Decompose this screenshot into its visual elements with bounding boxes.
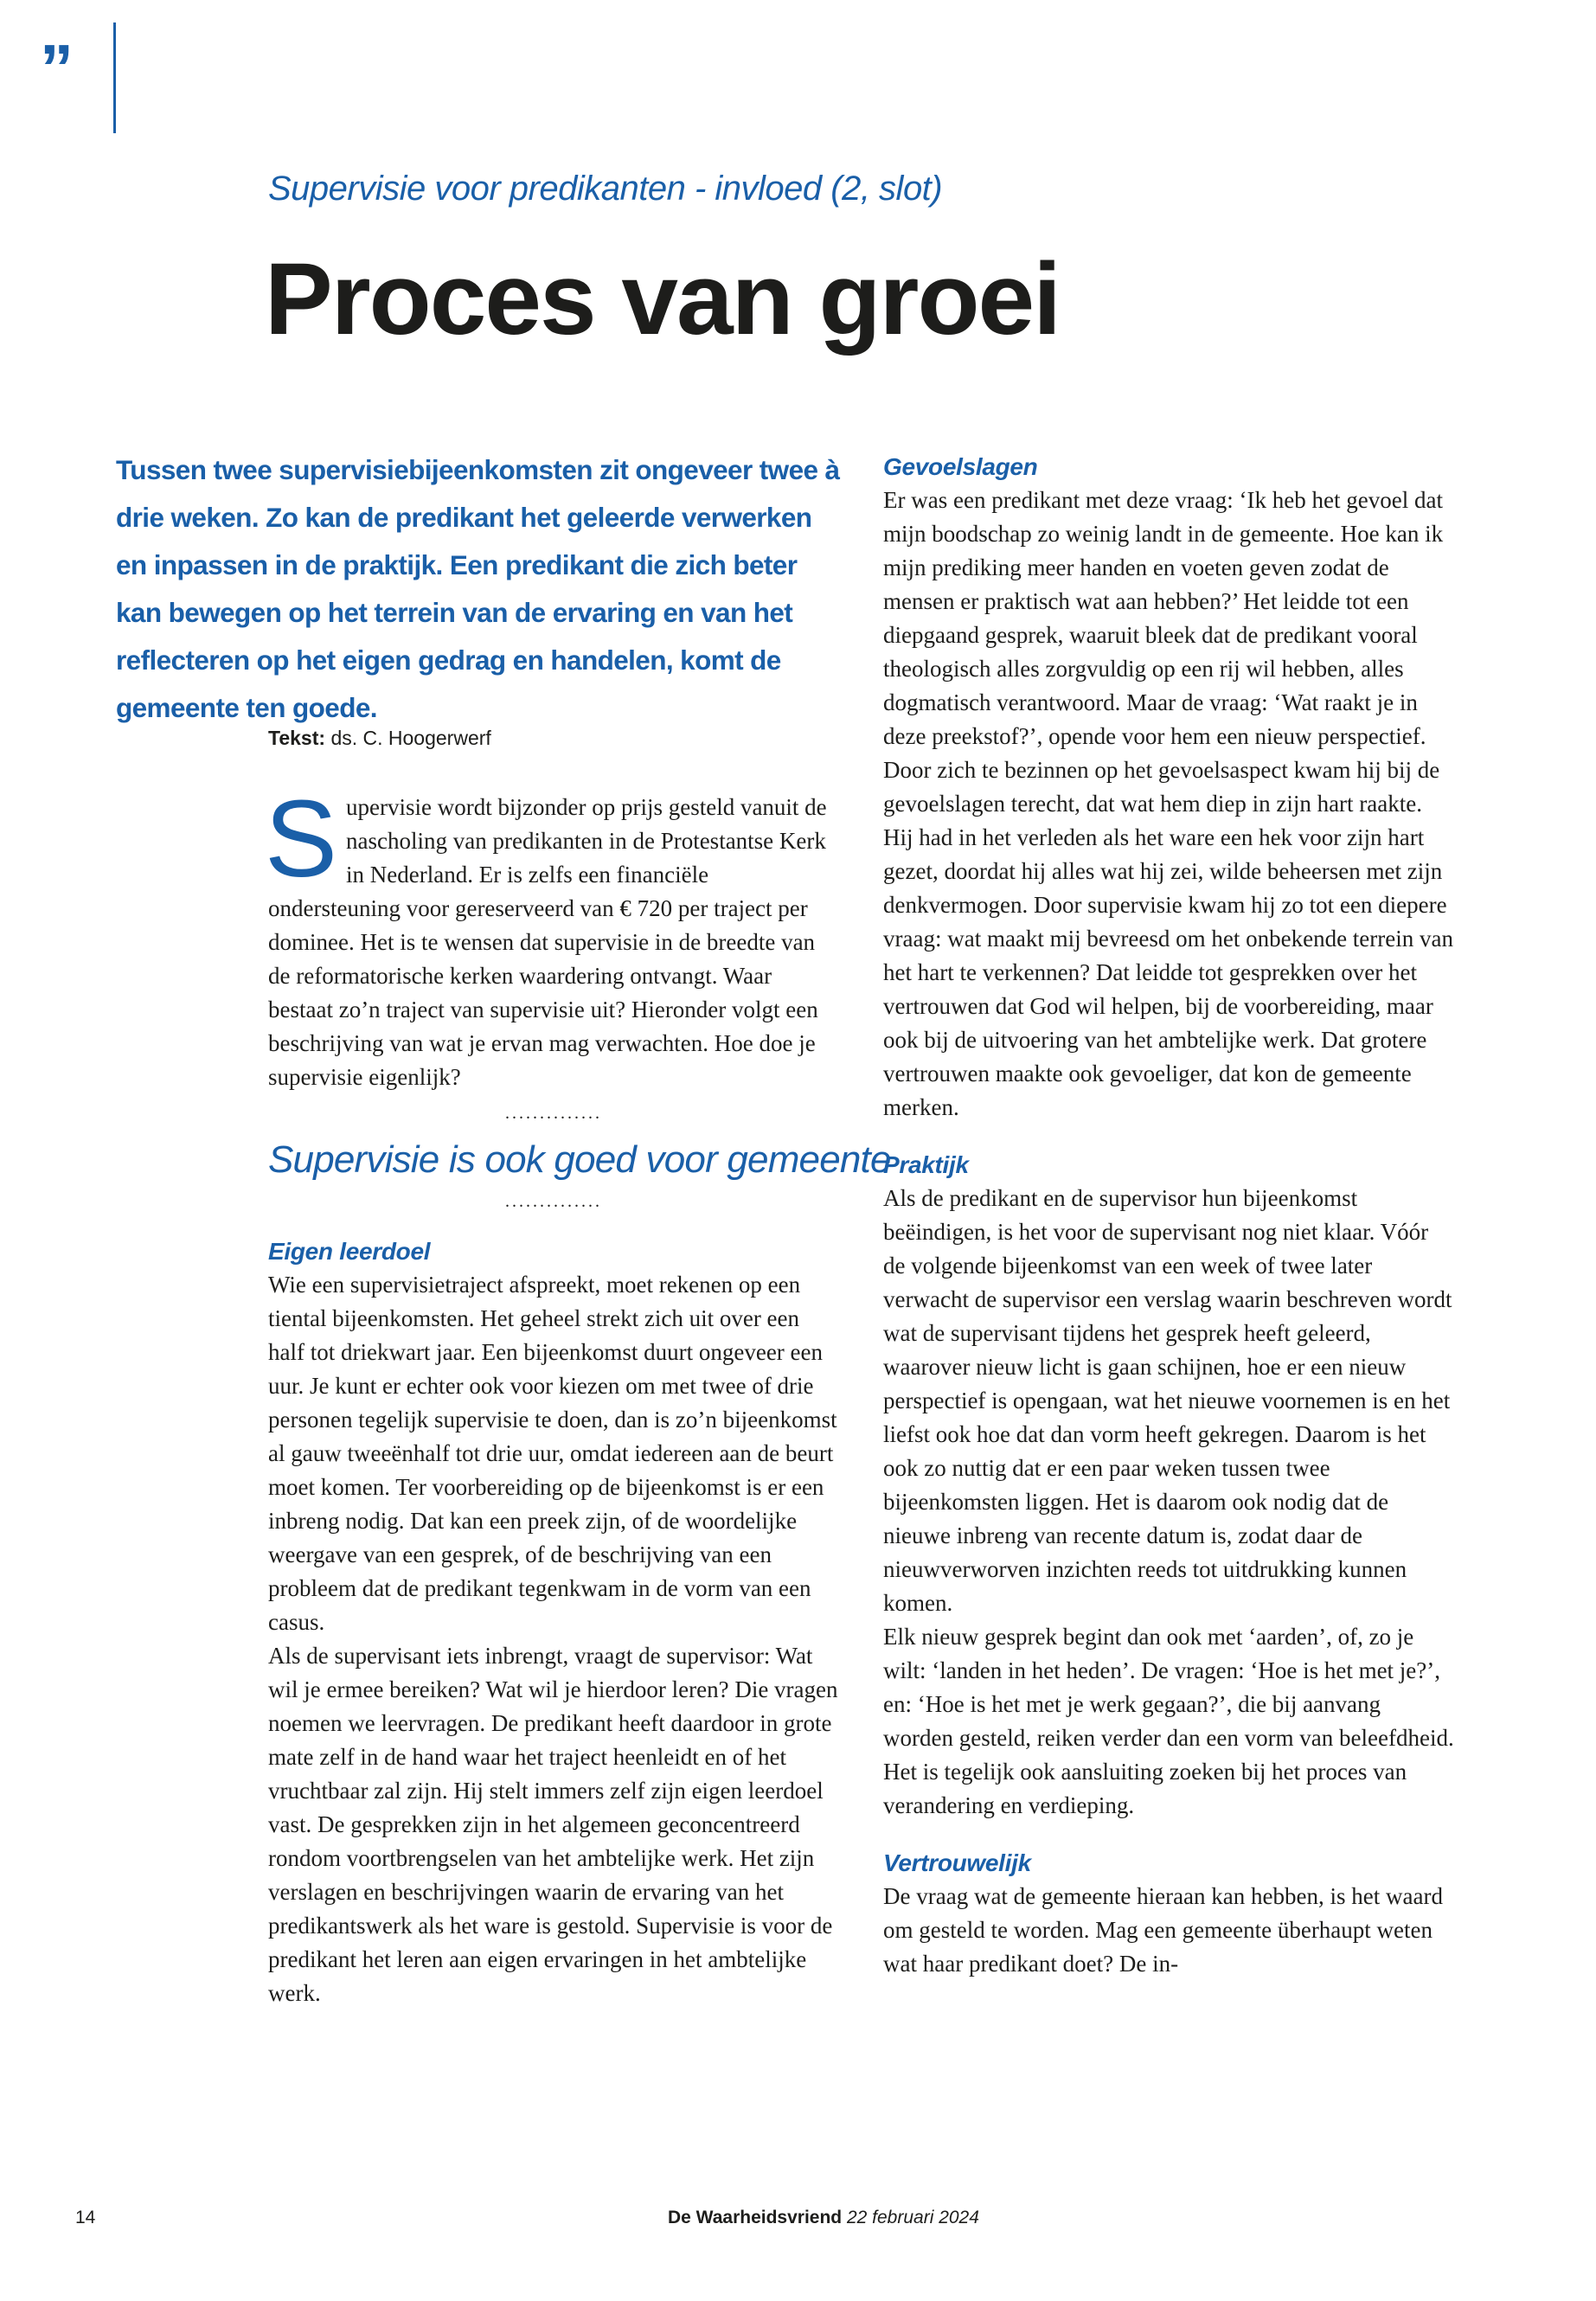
page-number: 14 bbox=[75, 2208, 96, 2227]
intro-lead: Tussen twee supervisiebijeenkomsten zit ongeveer twee à drie weken. Zo kan de predikant het geleerde verwerken en inpassen in de praktijk. Een predikant die zich beter kan bewegen op het terrein van de ervaring en van het reflecteren op het eigen gedrag en handelen, komt de gemeente ten goede. bbox=[116, 454, 840, 723]
subheading-praktijk: Praktijk bbox=[883, 1151, 969, 1178]
paragraph: Als de supervisant iets inbrengt, vraagt de supervisor: Wat wil je ermee bereiken? Wat wil je hierdoor leren? Die vragen noemen we leervragen. De predikant heeft daardoor in grote mate zelf in de hand waar het traject heenleidt en of het vruchtbaar zal zijn. Hij stelt immers zelf zijn eigen leerdoel vast. De gesprekken zijn in het algemeen geconcentreerd rondom voortbrengselen van het ambtelijke werk. Het zijn verslagen en beschrijvingen waarin de ervaring van het predikantswerk als het ware is gestold. Supervisie is voor de predikant het leren aan eigen ervaringen in het ambtelijke werk. bbox=[268, 1643, 838, 2006]
paragraph: Wie een supervisietraject afspreekt, moet rekenen op een tiental bijeenkomsten. Het geheel strekt zich uit over een half tot driekwart jaar. Een bijeenkomst duurt ongeveer een uur. Je kunt er echter ook voor kiezen om met twee of drie personen tegelijk supervisie te doen, dan is zo’n bijeenkomst al gauw tweeënhalf tot drie uur, omdat iedereen aan de beurt moet komen. Ter voorbereiding op de bijeenkomst is er een inbreng nodig. Dat kan een preek zijn, of de woordelijke weergave van een gesprek, of de beschrijving van een probleem dat de predikant tegenkwam in de vorm van een casus. bbox=[268, 1272, 837, 1635]
byline-author: ds. C. Hoogerwerf bbox=[330, 727, 491, 749]
paragraph: Er was een predikant met deze vraag: ‘Ik heb het gevoel dat mijn boodschap zo weinig landt in de gemeente. Hoe kan ik mijn prediking meer handen en voeten geven zodat de mensen er praktisch wat aan hebben?’ Het leidde tot een diepgaand gesprek, waaruit bleek dat de predikant vooral theologisch alles zorgvuldig op een rij wil hebben, alles dogmatisch verantwoord. Maar de vraag: ‘Wat raakt je in deze preekstof?’, opende voor hem een nieuw perspectief. Door zich te bezinnen op het gevoelsaspect kwam hij bij de gevoelslagen terecht, dat wat hem diep in zijn hart raakte. bbox=[883, 487, 1444, 817]
page-title: Proces van groei bbox=[265, 242, 1060, 356]
kicker: Supervisie voor predikanten - invloed (2, slot) bbox=[268, 170, 943, 208]
paragraph: Elk nieuw gesprek begint dan ook met ‘aarden’, of, zo je wilt: ‘landen in het heden’. De vragen: ‘Hoe is het met je?’, en: ‘Hoe is het met je werk gegaan?’, die bij aanvang worden gesteld, reiken verder dan een vorm van beleefdheid. Het is tegelijk ook aansluiting zoeken bij het proces van verandering en verdieping. bbox=[883, 1624, 1454, 1818]
vertical-rule bbox=[113, 22, 116, 133]
separator-dots: .............. bbox=[505, 1104, 602, 1123]
byline-label: Tekst: bbox=[268, 727, 326, 749]
publication-name: De Waarheidsvriend bbox=[668, 2208, 843, 2227]
separator-dots: .............. bbox=[505, 1192, 602, 1211]
paragraph: De vraag wat de gemeente hieraan kan hebben, is het waard om gesteld te worden. Mag een gemeente überhaupt weten wat haar predikant doet? De in- bbox=[883, 1883, 1443, 1977]
subheading-gevoelslagen: Gevoelslagen bbox=[883, 453, 1038, 480]
paragraph: Als de predikant en de supervisor hun bijeenkomst beëindigen, is het voor de supervisant nog niet klaar. Vóór de volgende bijeenkomst van een week of twee later verwacht de supervisor een verslag waarin beschreven wordt wat de supervisant tijdens het gesprek heeft geleerd, waarover nieuw licht is gaan schijnen, hoe er een nieuw perspectief is opengaan, wat het nieuwe voornemen is en het liefst ook hoe dat dan vorm heeft gekregen. Daarom is het ook zo nuttig dat er een paar weken tussen twee bijeenkomsten liggen. Het is daarom ook nodig dat de nieuwe inbreng van recente datum is, zodat daar de nieuwverworven inzichten reeds tot uitdrukking kunnen komen. bbox=[883, 1185, 1452, 1616]
paragraph: Hij had in het verleden als het ware een hek voor zijn hart gezet, doordat hij alles wat hij zei, wilde beheersen met zijn denkvermogen. Door supervisie kwam hij zo tot een diepere vraag: wat maakt mij bevreesd om het onbekende terrein van het hart te verkennen? Dat leidde tot gesprekken over het vertrouwen dat God wil helpen, bij de voorbereiding, maar ook bij de uitvoering van het ambtelijke werk. Dat grotere vertrouwen maakte ook gevoeliger, dat kon de gemeente merken. bbox=[883, 824, 1453, 1120]
article-column-right bbox=[883, 450, 1454, 1981]
opening-text: upervisie wordt bijzonder op prijs gesteld vanuit de nascholing van predikanten in de Protestantse Kerk in Nederland. Er is zelfs een financiële ondersteuning voor gereserveerd van € 720 per traject per dominee. Het is te wensen dat supervisie in de breedte van de reformatorische kerken waardering ontvangt. Waar bestaat zo’n traject van supervisie uit? Hieronder volgt een beschrijving van wat je ervan mag verwachten. Hoe doe je supervisie eigenlijk? bbox=[268, 794, 827, 1090]
article-column-left bbox=[265, 778, 891, 2010]
opening-paragraph bbox=[265, 778, 839, 1094]
section-title: Supervisie is ook goed voor gemeente bbox=[268, 1138, 891, 1181]
drop-cap: S bbox=[265, 778, 338, 900]
subheading-eigen-leerdoel: Eigen leerdoel bbox=[268, 1238, 431, 1265]
publication-date: 22 februari 2024 bbox=[846, 2208, 979, 2227]
footer-publication bbox=[668, 2208, 979, 2228]
byline bbox=[268, 727, 491, 750]
subheading-vertrouwelijk: Vertrouwelijk bbox=[883, 1849, 1031, 1876]
quote-mark-icon: ” bbox=[40, 30, 74, 106]
